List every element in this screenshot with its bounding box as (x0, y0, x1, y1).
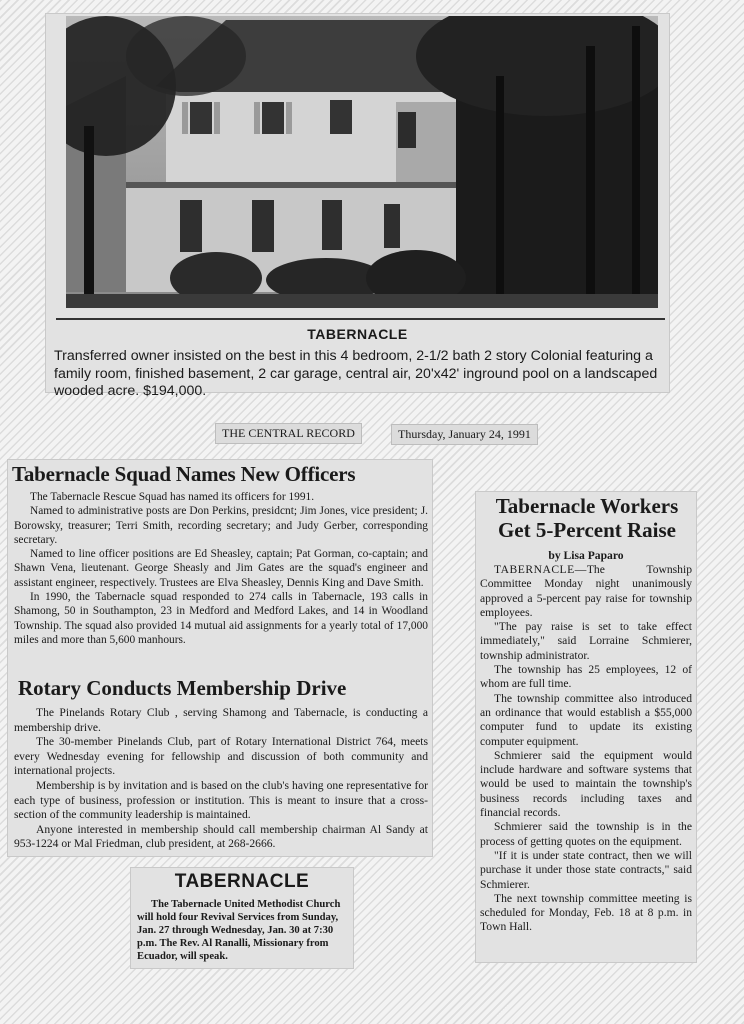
raise-paragraph: The township has 25 employees, 12 of whom are full time. (480, 663, 692, 691)
raise-headline: Tabernacle Workers Get 5-Percent Raise (495, 494, 679, 542)
revival-notice-clipping (131, 868, 353, 968)
raise-paragraph: "The pay raise is set to take effect immediately," said Lorraine Schmierer, township administrator. (480, 620, 692, 662)
rotary-paragraph: Membership is by invitation and is based on the club's having one representative for each type of business, profession or institution. This is meant to insure that a cross-section of the community leadership is maintained. (14, 778, 428, 822)
listing-title: TABERNACLE (307, 326, 408, 342)
revival-headline: TABERNACLE (174, 871, 310, 892)
revival-body: The Tabernacle United Methodist Church will hold four Revival Services from Sunday, Jan. 27 through Wednesday, Jan. 30 at 7:30 p.m. The Rev. Al Ranalli, Missionary from Ecuador, will speak. (137, 899, 341, 962)
raise-lead: The Township Committee Monday night unanimously approved a 5-percent pay raise for township employees. (480, 563, 692, 619)
squad-paragraph: The Tabernacle Rescue Squad has named its officers for 1991. (30, 491, 315, 503)
raise-paragraph: The township committee also introduced an ordinance that would establish a $55,000 computer fund to update its existing computer equipment. (480, 691, 692, 748)
squad-paragraph: In 1990, the Tabernacle squad responded to 274 calls in Tabernacle, 193 calls in Shamong, 50 in Southampton, 23 in Medford and Medford Lakes, and 14 in Woodland Township. The squad also provided 14 mutual aid assignments for a yearly total of 17,000 miles and more than 5,600 manhours. (14, 591, 428, 646)
raise-paragraph: "If it is under state contract, then we will purchase it under those state contracts," said Schmierer. (480, 848, 692, 891)
rotary-paragraph: The Pinelands Rotary Club , serving Shamong and Tabernacle, is conducting a membership drive. (14, 706, 428, 734)
raise-paragraph (480, 563, 692, 620)
caption-rule (56, 318, 665, 320)
rotary-headline: Rotary Conducts Membership Drive (18, 676, 347, 700)
house-photo (66, 16, 658, 308)
newspaper-name: THE CENTRAL RECORD (216, 424, 361, 443)
revival-text (137, 898, 347, 963)
squad-paragraph: Named to line officer positions are Ed Sheasley, captain; Pat Gorman, co-captain; and Shawn Vena, lieutenant. George Sheasly and Jim Gates are the squad's engineer and assistant engineer, respectively. Trustees are Elva Sheasley, Dennis King and Dave Smith. (14, 548, 428, 589)
rotary-paragraph: Anyone interested in membership should call membership chairman Al Sandy at 953-1224 or Mal Friedman, club president, at 268-2666. (14, 822, 428, 851)
raise-clipping (476, 492, 696, 962)
rotary-article (14, 706, 428, 852)
squad-headline: Tabernacle Squad Names New Officers (12, 462, 356, 486)
raise-paragraph: The next township committee meeting is scheduled for Monday, Feb. 18 at 8 p.m. in Town Hall. (480, 891, 692, 934)
squad-article (14, 490, 428, 647)
squad-paragraph: Named to administrative posts are Don Perkins, presidcnt; Jim Jones, vice president; J. Borowsky, treasurer; Terri Smith, recording secretary; and Judy Gerber, corresponding secretary. (14, 505, 428, 546)
newspaper-date: Thursday, January 24, 1991 (392, 425, 537, 444)
raise-dateline: TABERNACLE— (494, 563, 587, 576)
raise-byline: by Lisa Paparo (548, 549, 624, 562)
raise-paragraph: Schmierer said the township is in the process of getting quotes on the equipment. (480, 820, 692, 848)
listing-description: Transferred owner insisted on the best in this 4 bedroom, 2-1/2 bath 2 story Colonial featuring a family room, finished basement, 2 car garage, central air, 20'x42' inground pool on a landscaped wooded acre. $194,000. (54, 348, 658, 399)
squad-rotary-clipping (8, 460, 432, 856)
house-listing-clipping (46, 14, 669, 399)
rotary-paragraph: The 30-member Pinelands Club, part of Rotary International District 764, meets every Wednesday evening for fellowship and discussion of both community and international projects. (14, 735, 428, 778)
raise-article (480, 563, 692, 935)
raise-paragraph: Schmierer said the equipment would include hardware and software systems that would be used to maintain the township's business records including taxes and financial records. (480, 748, 692, 820)
